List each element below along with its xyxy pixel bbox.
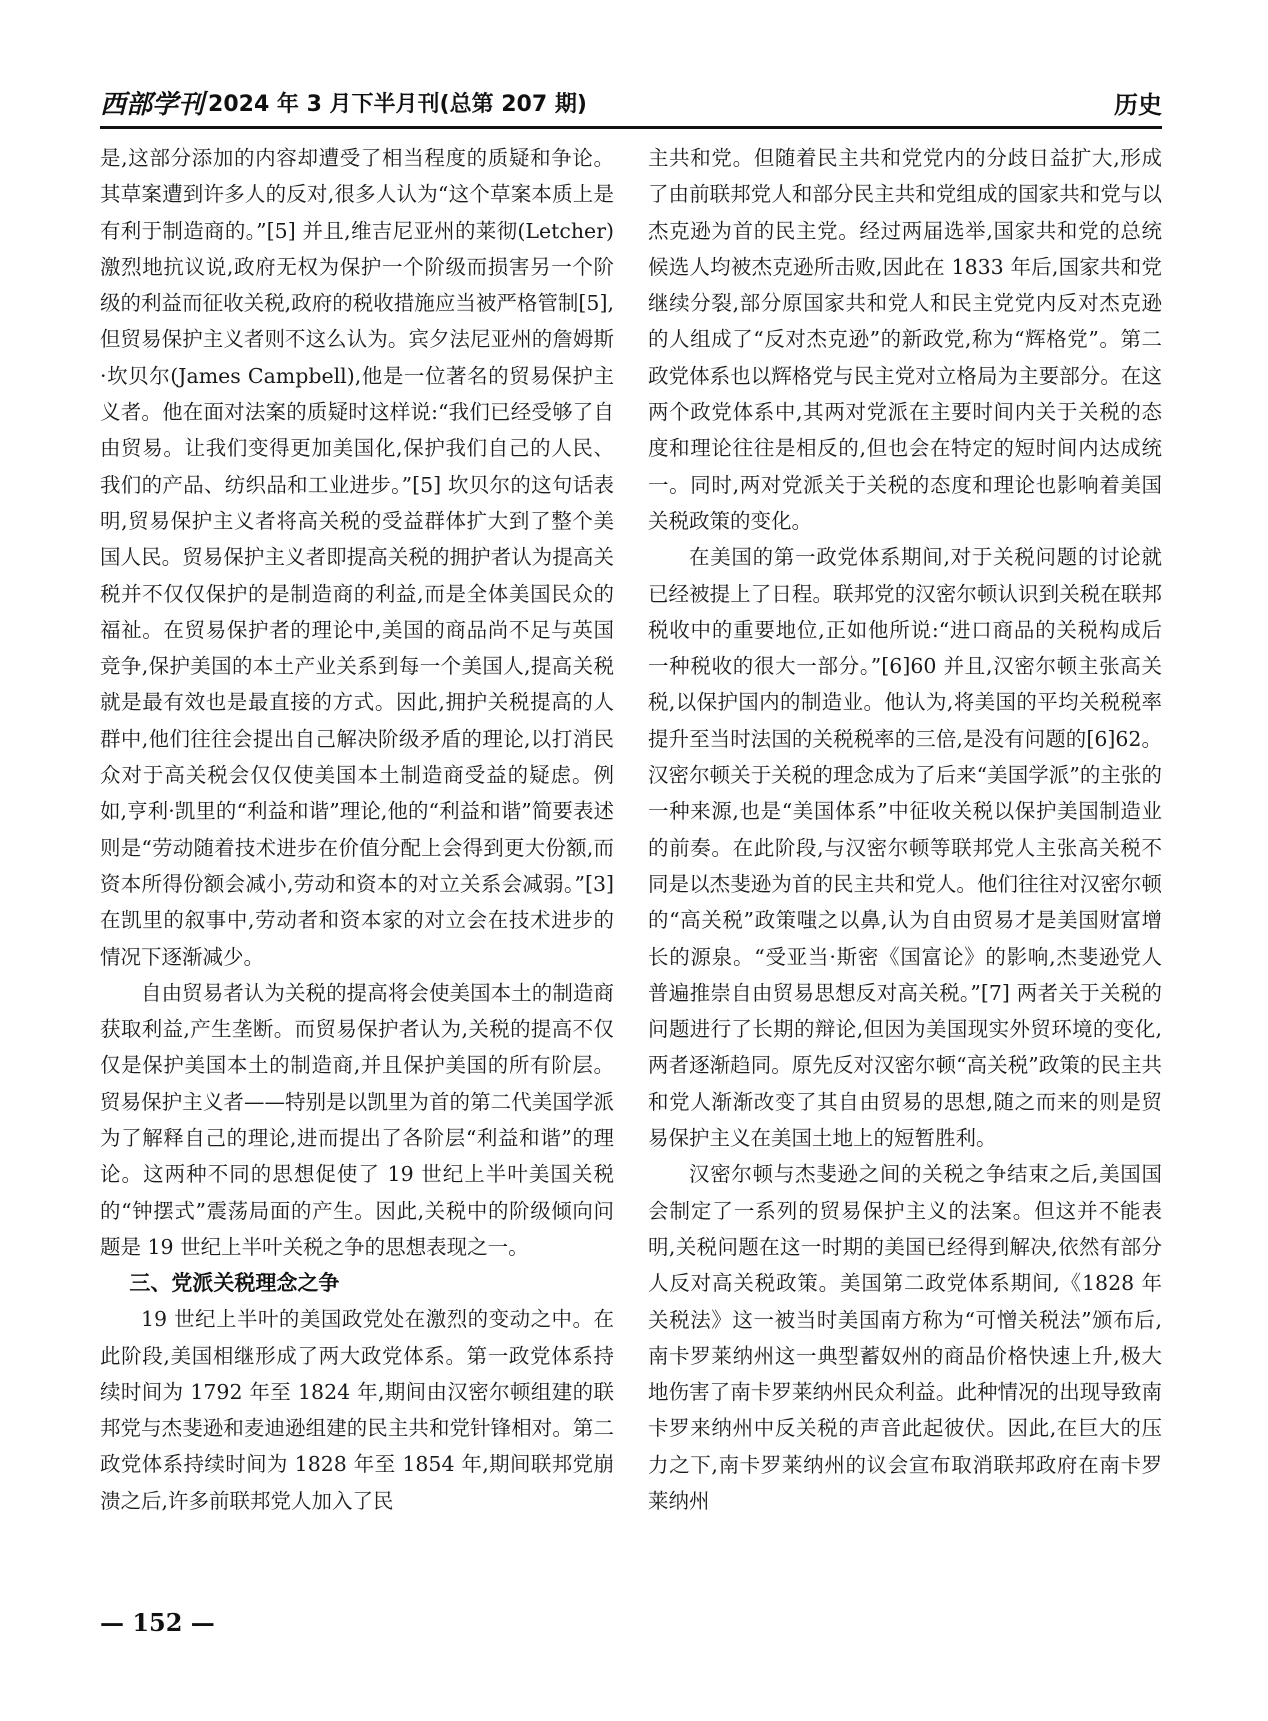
section-heading: 三、党派关税理念之争 bbox=[129, 1271, 340, 1296]
paragraph: 自由贸易者认为关税的提高将会使美国本土的制造商获取利益,产生垄断。而贸易保护者认为,关税的提高不仅仅是保护美国本土的制造商,并且保护美国的所有阶层。贸易保护主义者——特别是以凯里为首的第二代美国学派为了解释自己的理论,进而提出了各阶层“利益和谐”的理论。这两种不同的思想促使了 19 世纪上半叶美国关税的“钟摆式”震荡局面的产生。因此,关税中的阶级倾向问题是 19 世纪上半叶关税之争的思想表现之一。 bbox=[100, 980, 614, 1259]
page-number: — 152 — bbox=[100, 1608, 215, 1637]
left-column bbox=[100, 140, 614, 1519]
paragraph: 在美国的第一政党体系期间,对于关税问题的讨论就已经被提上了日程。联邦党的汉密尔顿认识到关税在联邦税收中的重要地位,正如他所说:“进口商品的关税构成后一种税收的很大一部分。”[6]60 并且,汉密尔顿主张高关税,以保护国内的制造业。他认为,将美国的平均关税税率提升至当时法国的关税税率的三倍,是没有问题的[6]62。汉密尔顿关于关税的理念成为了后来“美国学派”的主张的一种来源,也是“美国体系”中征收关税以保护美国制造业的前奏。在此阶段,与汉密尔顿等联邦党人主张高关税不同是以杰斐逊为首的民主共和党人。他们往往对汉密尔顿的“高关税”政策嗤之以鼻,认为自由贸易才是美国财富增长的源泉。“受亚当·斯密《国富论》的影响,杰斐逊党人普遍推崇自由贸易思想反对高关税。”[7] 两者关于关税的问题进行了长期的辩论,但因为美国现实外贸环境的变化,两者逐渐趋同。原先反对汉密尔顿“高关税”政策的民主共和党人渐渐改变了其自由贸易的思想,随之而来的则是贸易保护主义在美国土地上的短暂胜利。 bbox=[648, 545, 1162, 1151]
section-label: 历史 bbox=[1114, 90, 1162, 119]
paragraph: 汉密尔顿与杰斐逊之间的关税之争结束之后,美国国会制定了一系列的贸易保护主义的法案。但这并不能表明,关税问题在这一时期的美国已经得到解决,依然有部分人反对高关税政策。美国第二政党体系期间,《1828 年关税法》这一被当时美国南方称为“可憎关税法”颁布后,南卡罗莱纳州这一典型蓄奴州的商品价格快速上升,极大地伤害了南卡罗莱纳州民众利益。此种情况的出现导致南卡罗来纳州中反关税的声音此起彼伏。因此,在巨大的压力之下,南卡罗莱纳州的议会宣布取消联邦政府在南卡罗莱纳州 bbox=[648, 1162, 1162, 1513]
header-rule bbox=[100, 126, 1162, 129]
running-header bbox=[100, 82, 1162, 122]
paragraph: 19 世纪上半叶的美国政党处在激烈的变动之中。在此阶段,美国相继形成了两大政党体系。第一政党体系持续时间为 1792 年至 1824 年,期间由汉密尔顿组建的联邦党与杰斐逊和麦迪逊组建的民主共和党针锋相对。第二政党体系持续时间为 1828 年至 1854 年,期间联邦党崩溃之后,许多前联邦党人加入了民 bbox=[100, 1307, 614, 1513]
right-column bbox=[648, 140, 1162, 1519]
header-left bbox=[100, 84, 587, 121]
paragraph: 主共和党。但随着民主共和党党内的分歧日益扩大,形成了由前联邦党人和部分民主共和党组成的国家共和党与以杰克逊为首的民主党。经过两届选举,国家共和党的总统候选人均被杰克逊所击败,因此在 1833 年后,国家共和党继续分裂,部分原国家共和党人和民主党党内反对杰克逊的人组成了“反对杰克逊”的新政党,称为“辉格党”。第二政党体系也以辉格党与民主党对立格局为主要部分。在这两个政党体系中,其两对党派在主要时间内关于关税的态度和理论往往是相反的,但也会在特定的短时间内达成统一。同时,两对党派关于关税的态度和理论也影响着美国关税政策的变化。 bbox=[648, 146, 1162, 533]
journal-logo: 西部学刊 bbox=[100, 89, 205, 120]
paragraph: 是,这部分添加的内容却遭受了相当程度的质疑和争论。其草案遭到许多人的反对,很多人认为“这个草案本质上是有利于制造商的。”[5] 并且,维吉尼亚州的莱彻(Letcher)激烈地抗议说,政府无权为保护一个阶级而损害另一个阶级的利益而征收关税,政府的税收措施应当被严格管制[5],但贸易保护主义者则不这么认为。宾夕法尼亚州的詹姆斯·坎贝尔(James Campbell),他是一位著名的贸易保护主义者。他在面对法案的质疑时这样说:“我们已经受够了自由贸易。让我们变得更加美国化,保护我们自己的人民、我们的产品、纺织品和工业进步。”[5] 坎贝尔的这句话表明,贸易保护主义者将高关税的受益群体扩大到了整个美国人民。贸易保护主义者即提高关税的拥护者认为提高关税并不仅仅保护的是制造商的利益,而是全体美国民众的福祉。在贸易保护者的理论中,美国的商品尚不足与英国竞争,保护美国的本土产业关系到每一个美国人,提高关税就是最有效也是最直接的方式。因此,拥护关税提高的人群中,他们往往会提出自己解决阶级矛盾的理论,以打消民众对于高关税会仅仅使美国本土制造商受益的疑虑。例如,亨利·凯里的“利益和谐”理论,他的“利益和谐”简要表述则是“劳动随着技术进步在价值分配上会得到更大份额,而资本所得份额会减小,劳动和资本的对立关系会减弱。”[3] 在凯里的叙事中,劳动者和资本家的对立会在技术进步的情况下逐渐减少。 bbox=[100, 146, 614, 969]
issue-info: 2024 年 3 月下半月刊(总第 207 期) bbox=[208, 91, 587, 117]
